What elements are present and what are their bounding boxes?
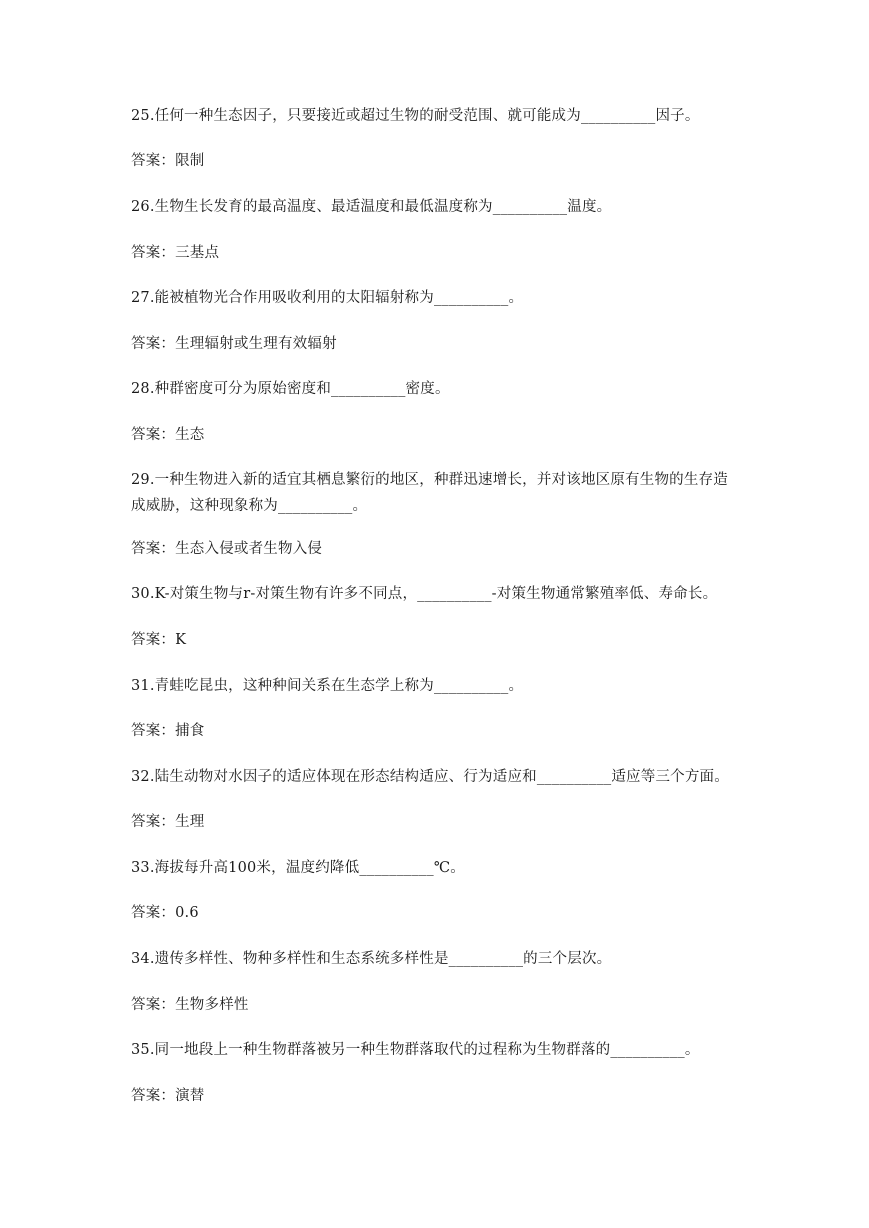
answer-35: 答案：演替 (131, 1088, 205, 1104)
answer-26: 答案：三基点 (131, 245, 220, 261)
question-33: 33.海拔每升高100米，温度约降低__________℃。 (131, 860, 465, 876)
answer-31: 答案：捕食 (131, 723, 205, 739)
answer-30: 答案：K (131, 632, 187, 648)
question-25: 25.任何一种生态因子，只要接近或超过生物的耐受范围、就可能成为__________因子。 (131, 108, 700, 124)
answer-32: 答案：生理 (131, 814, 205, 830)
answer-27: 答案：生理辐射或生理有效辐射 (131, 336, 337, 352)
question-34: 34.遗传多样性、物种多样性和生态系统多样性是__________的三个层次。 (131, 951, 612, 967)
question-27: 27.能被植物光合作用吸收利用的太阳辐射称为__________。 (131, 290, 524, 306)
question-26: 26.生物生长发育的最高温度、最适温度和最低温度称为__________温度。 (131, 199, 612, 215)
question-28: 28.种群密度可分为原始密度和__________密度。 (131, 381, 450, 397)
answer-28: 答案：生态 (131, 427, 205, 443)
answer-33: 答案：0.6 (131, 905, 199, 921)
question-32: 32.陆生动物对水因子的适应体现在形态结构适应、行为适应和__________适应等三个方面。 (131, 769, 729, 785)
answer-34: 答案：生物多样性 (131, 997, 249, 1013)
question-35: 35.同一地段上一种生物群落被另一种生物群落取代的过程称为生物群落的__________。 (131, 1042, 700, 1058)
answer-29: 答案：生态入侵或者生物入侵 (131, 541, 323, 557)
question-31: 31.青蛙吃昆虫，这种种间关系在生态学上称为__________。 (131, 678, 524, 694)
question-29: 29.一种生物进入新的适宜其栖息繁衍的地区，种群迅速增长，并对该地区原有生物的生存造成威胁，这种现象称为__________。 (131, 472, 728, 514)
answer-25: 答案：限制 (131, 153, 205, 169)
question-30: 30.K-对策生物与r-对策生物有许多不同点，__________-对策生物通常繁殖率低、寿命长。 (131, 586, 718, 602)
